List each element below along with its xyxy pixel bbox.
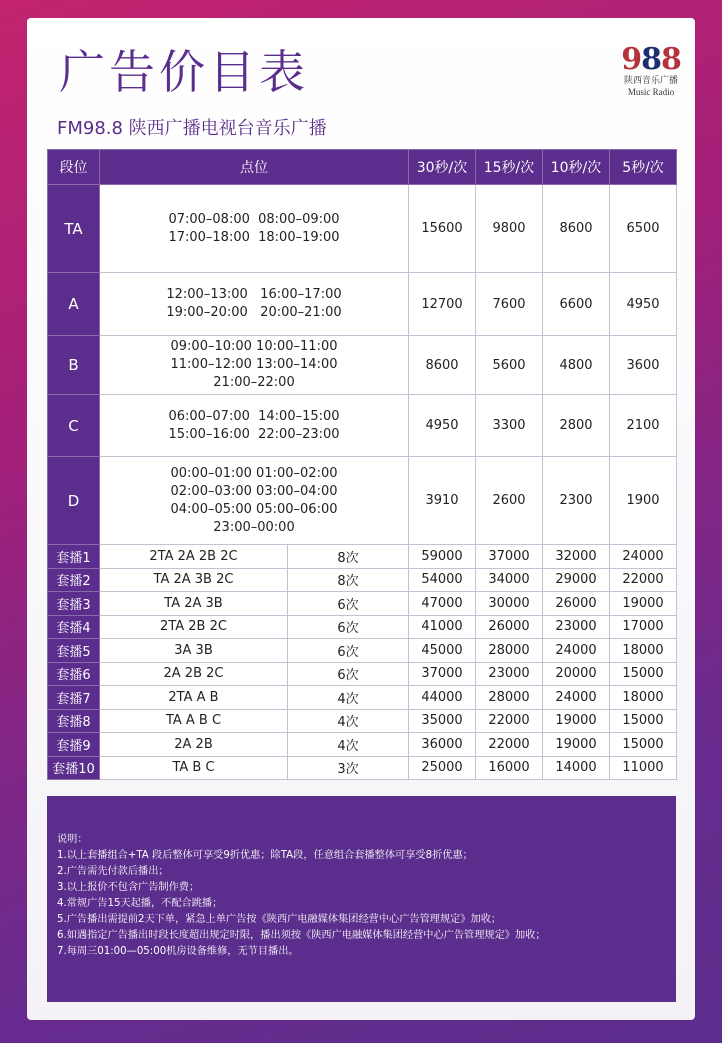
- time-slot-line: 23:00–00:00: [213, 519, 295, 535]
- segment-price: 7600: [476, 273, 543, 336]
- package-combo: 2TA A B: [100, 686, 288, 710]
- segment-times: [100, 457, 409, 545]
- package-price: 20000: [543, 662, 610, 686]
- note-line: 1.以上套播组合+TA 段后整体可享受9折优惠；除TA段，任意组合套播整体可享受8折优惠；: [57, 850, 473, 861]
- segment-price: 15600: [409, 185, 476, 273]
- notes-heading: 说明：: [57, 834, 88, 845]
- segment-times: [100, 336, 409, 395]
- segment-price: 4950: [409, 395, 476, 457]
- package-count: 6次: [288, 592, 409, 616]
- package-price: 23000: [476, 662, 543, 686]
- package-row: [48, 709, 677, 733]
- time-slot-line: 09:00–10:00 10:00–11:00: [170, 339, 338, 354]
- package-name: 套播1: [48, 545, 100, 569]
- header-30s: 30秒/次: [409, 150, 476, 185]
- package-price: 23000: [543, 615, 610, 639]
- package-price: 41000: [409, 615, 476, 639]
- package-price: 30000: [476, 592, 543, 616]
- header-10s: 10秒/次: [543, 150, 610, 185]
- package-price: 35000: [409, 709, 476, 733]
- package-price: 25000: [409, 756, 476, 780]
- segment-price: 8600: [409, 336, 476, 395]
- package-row: [48, 686, 677, 710]
- logo-cn-name: 陕西音乐广播: [623, 76, 678, 86]
- note-line: 7.每周三01:00—05:00机房设备维修，无节目播出。: [57, 946, 299, 957]
- segment-price: 4800: [543, 336, 610, 395]
- package-combo: TA 2A 3B 2C: [100, 568, 288, 592]
- segment-price: 12700: [409, 273, 476, 336]
- price-table: [47, 149, 677, 780]
- page-title: 广告价目表: [59, 45, 309, 99]
- package-price: 18000: [610, 639, 677, 663]
- package-price: 47000: [409, 592, 476, 616]
- note-line: 5.广告播出需提前2天下单，紧急上单广告按《陕西广电融媒体集团经营中心广告管理规定》加收；: [57, 914, 502, 925]
- segment-price: 2600: [476, 457, 543, 545]
- package-combo: 3A 3B: [100, 639, 288, 663]
- package-count: 6次: [288, 662, 409, 686]
- package-price: 29000: [543, 568, 610, 592]
- segment-price: 1900: [610, 457, 677, 545]
- package-name: 套播4: [48, 615, 100, 639]
- package-row: [48, 756, 677, 780]
- package-row: [48, 568, 677, 592]
- segment-name: A: [48, 273, 100, 336]
- segment-price: 6600: [543, 273, 610, 336]
- package-combo: TA A B C: [100, 709, 288, 733]
- segment-row: [48, 336, 677, 395]
- segment-row: [48, 395, 677, 457]
- package-count: 3次: [288, 756, 409, 780]
- segment-times: [100, 395, 409, 457]
- time-slot-line: 17:00–18:00 18:00–19:00: [168, 229, 340, 245]
- package-combo: TA 2A 3B: [100, 592, 288, 616]
- package-name: 套播10: [48, 756, 100, 780]
- package-count: 6次: [288, 615, 409, 639]
- segment-price: 3910: [409, 457, 476, 545]
- package-count: 4次: [288, 686, 409, 710]
- package-price: 28000: [476, 639, 543, 663]
- package-price: 17000: [610, 615, 677, 639]
- package-price: 22000: [476, 709, 543, 733]
- package-price: 18000: [610, 686, 677, 710]
- package-row: [48, 615, 677, 639]
- segment-name: B: [48, 336, 100, 395]
- package-price: 14000: [543, 756, 610, 780]
- segment-name: D: [48, 457, 100, 545]
- package-row: [48, 639, 677, 663]
- time-slot-line: 07:00–08:00 08:00–09:00: [168, 211, 340, 227]
- segment-row: [48, 457, 677, 545]
- package-combo: 2TA 2B 2C: [100, 615, 288, 639]
- time-slot-line: 00:00–01:00 01:00–02:00: [170, 465, 338, 481]
- note-line: 3.以上报价不包含广告制作费；: [57, 882, 200, 893]
- package-row: [48, 662, 677, 686]
- package-name: 套播5: [48, 639, 100, 663]
- note-line: 2.广告需先付款后播出；: [57, 866, 169, 877]
- package-price: 37000: [409, 662, 476, 686]
- package-price: 15000: [610, 733, 677, 757]
- package-count: 4次: [288, 733, 409, 757]
- page-subtitle: FM98.8 陕西广播电视台音乐广播: [57, 118, 327, 139]
- package-price: 59000: [409, 545, 476, 569]
- package-price: 15000: [610, 709, 677, 733]
- package-price: 45000: [409, 639, 476, 663]
- package-price: 44000: [409, 686, 476, 710]
- header-segment: 段位: [48, 150, 100, 185]
- package-row: [48, 592, 677, 616]
- package-count: 8次: [288, 568, 409, 592]
- package-price: 26000: [476, 615, 543, 639]
- segment-price: 4950: [610, 273, 677, 336]
- package-name: 套播2: [48, 568, 100, 592]
- package-price: 24000: [543, 639, 610, 663]
- notes-box: [47, 796, 676, 1002]
- header-5s: 5秒/次: [610, 150, 677, 185]
- time-slot-line: 06:00–07:00 14:00–15:00: [168, 408, 340, 424]
- segment-price: 2300: [543, 457, 610, 545]
- segment-price: 2800: [543, 395, 610, 457]
- header-slots: 点位: [100, 150, 409, 185]
- package-combo: 2TA 2A 2B 2C: [100, 545, 288, 569]
- time-slot-line: 19:00–20:00 20:00–21:00: [166, 305, 342, 320]
- package-price: 24000: [610, 545, 677, 569]
- package-price: 22000: [476, 733, 543, 757]
- station-logo: [615, 44, 687, 98]
- package-price: 24000: [543, 686, 610, 710]
- segment-row: [48, 185, 677, 273]
- package-count: 8次: [288, 545, 409, 569]
- time-slot-line: 15:00–16:00 22:00–23:00: [168, 426, 340, 442]
- segment-price: 6500: [610, 185, 677, 273]
- segment-name: C: [48, 395, 100, 457]
- logo-number: 988: [621, 42, 681, 77]
- segment-name: TA: [48, 185, 100, 273]
- package-row: [48, 545, 677, 569]
- package-count: 6次: [288, 639, 409, 663]
- package-price: 16000: [476, 756, 543, 780]
- note-line: 4.常规广告15天起播，不配合跳播；: [57, 898, 223, 909]
- package-name: 套播7: [48, 686, 100, 710]
- package-price: 36000: [409, 733, 476, 757]
- package-price: 26000: [543, 592, 610, 616]
- segment-price: 3600: [610, 336, 677, 395]
- segment-times: [100, 273, 409, 336]
- segment-price: 2100: [610, 395, 677, 457]
- package-combo: TA B C: [100, 756, 288, 780]
- time-slot-line: 21:00–22:00: [213, 375, 295, 390]
- package-name: 套播8: [48, 709, 100, 733]
- logo-en-name: Music Radio: [627, 87, 675, 97]
- segment-price: 5600: [476, 336, 543, 395]
- time-slot-line: 12:00–13:00 16:00–17:00: [166, 287, 342, 302]
- package-price: 22000: [610, 568, 677, 592]
- package-name: 套播6: [48, 662, 100, 686]
- segment-times: [100, 185, 409, 273]
- time-slot-line: 11:00–12:00 13:00–14:00: [170, 357, 338, 372]
- table-header-row: [48, 150, 677, 185]
- package-price: 34000: [476, 568, 543, 592]
- package-price: 11000: [610, 756, 677, 780]
- package-price: 54000: [409, 568, 476, 592]
- package-name: 套播3: [48, 592, 100, 616]
- package-combo: 2A 2B 2C: [100, 662, 288, 686]
- price-sheet-card: [27, 18, 695, 1020]
- package-price: 37000: [476, 545, 543, 569]
- package-price: 32000: [543, 545, 610, 569]
- note-line: 6.如遇指定广告播出时段长度超出规定时限，播出须按《陕西广电融媒体集团经营中心广告管理规定》加收；: [57, 930, 546, 941]
- package-price: 19000: [543, 709, 610, 733]
- package-name: 套播9: [48, 733, 100, 757]
- segment-price: 9800: [476, 185, 543, 273]
- package-price: 28000: [476, 686, 543, 710]
- header-15s: 15秒/次: [476, 150, 543, 185]
- package-price: 19000: [610, 592, 677, 616]
- time-slot-line: 04:00–05:00 05:00–06:00: [170, 501, 338, 517]
- segment-row: [48, 273, 677, 336]
- segment-price: 8600: [543, 185, 610, 273]
- package-row: [48, 733, 677, 757]
- package-combo: 2A 2B: [100, 733, 288, 757]
- package-price: 15000: [610, 662, 677, 686]
- time-slot-line: 02:00–03:00 03:00–04:00: [170, 483, 338, 499]
- segment-price: 3300: [476, 395, 543, 457]
- package-count: 4次: [288, 709, 409, 733]
- package-price: 19000: [543, 733, 610, 757]
